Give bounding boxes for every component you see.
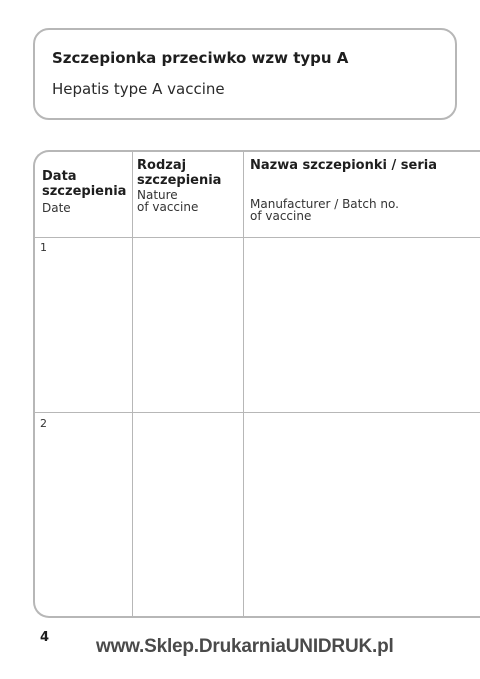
row-number: 1 (40, 241, 47, 254)
title-box (33, 28, 457, 120)
column-header-nature-subtitle-line: Nature (137, 188, 178, 202)
column-header-manufacturer-title: Nazwa szczepionki / seria (250, 158, 437, 173)
column-divider (132, 152, 133, 616)
column-header-manufacturer (250, 158, 437, 222)
column-header-manufacturer-subtitle-line: Manufacturer / Batch no. (250, 197, 399, 211)
row-number: 2 (40, 417, 47, 430)
column-header-date-title-line: szczepienia (42, 184, 127, 199)
column-header-manufacturer-subtitle-line: of vaccine (250, 209, 312, 223)
column-header-date (42, 169, 126, 214)
vaccination-table (33, 150, 480, 618)
column-header-nature-subtitle-line: of vaccine (137, 200, 199, 214)
title-english: Hepatis type A vaccine (52, 80, 225, 98)
column-divider (243, 152, 244, 616)
column-header-nature (137, 158, 221, 213)
column-header-date-subtitle: Date (42, 201, 71, 215)
row-divider (35, 412, 480, 413)
title-polish: Szczepionka przeciwko wzw typu A (52, 49, 349, 67)
page-number: 4 (40, 630, 50, 645)
column-header-date-title-line: Data (42, 169, 77, 184)
footer-website: www.Sklep.DrukarniaUNIDRUK.pl (96, 636, 394, 657)
column-header-nature-title-line: Rodzaj (137, 158, 187, 173)
header-row-divider (35, 237, 480, 238)
column-header-nature-title-line: szczepienia (137, 173, 222, 188)
